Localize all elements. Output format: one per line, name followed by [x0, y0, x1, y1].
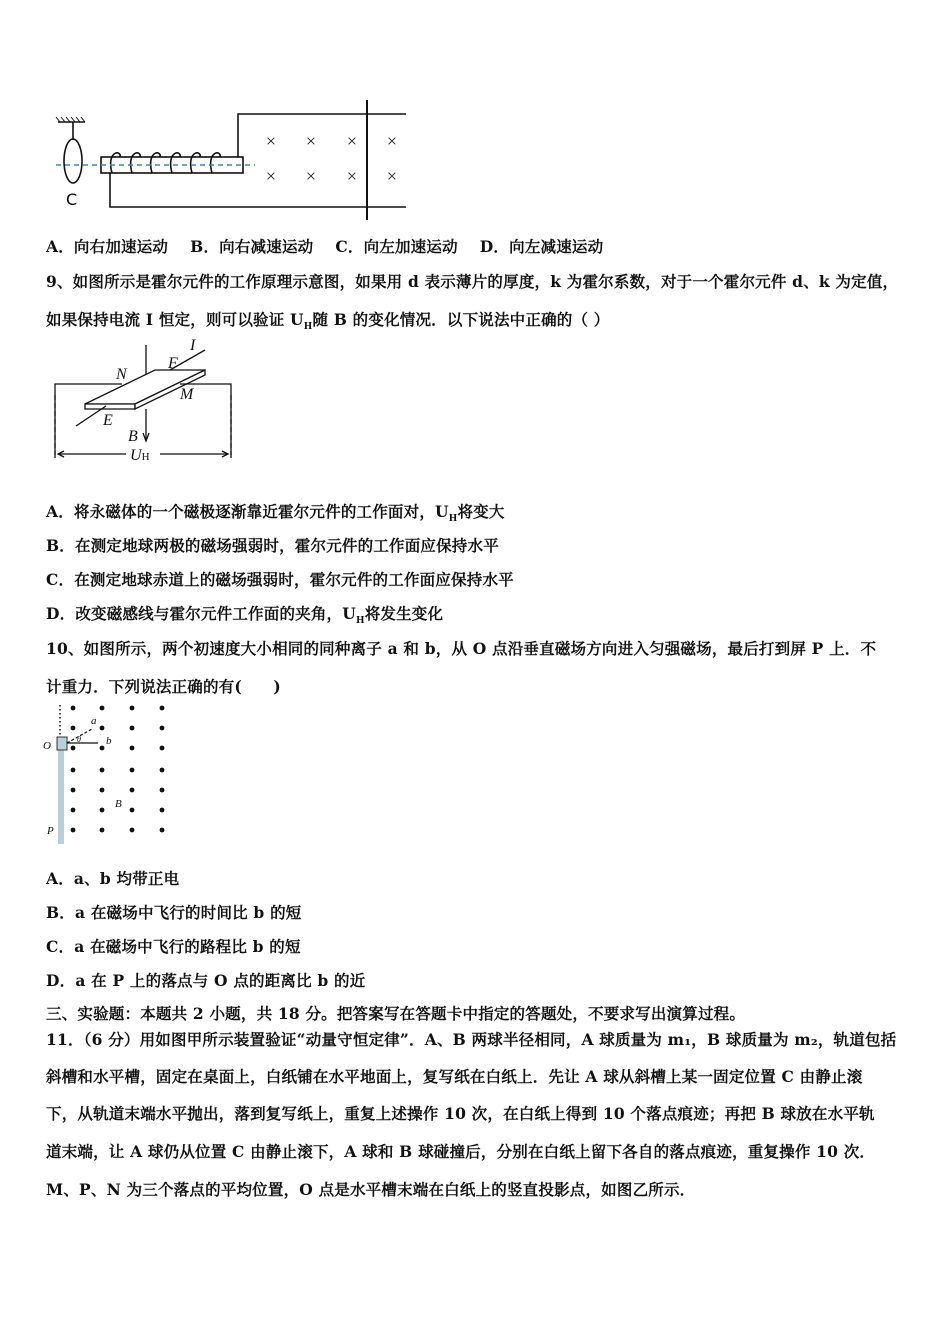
q9-option-a[interactable] — [46, 500, 505, 524]
field-dot — [71, 808, 76, 813]
option-text: A．将永磁体的一个磁极逐渐靠近霍尔元件的工作面对，U — [46, 502, 449, 521]
q9-stem-text: 如果保持电流 I 恒定，则可以验证 U — [46, 310, 304, 329]
option-text: 将变大 — [457, 502, 505, 521]
q11-line: M、P、N 为三个落点的平均位置，O 点是水平槽末端在白纸上的竖直投影点，如图乙所示． — [46, 1180, 696, 1199]
svg-text:×: × — [265, 166, 277, 186]
field-dot — [130, 726, 135, 731]
subscript: H — [303, 322, 313, 333]
field-dot — [160, 706, 165, 711]
field-dot — [130, 746, 135, 751]
label-uh: UH — [130, 447, 150, 464]
q11-line: 道末端，让 A 球仍从位置 C 由静止滚下，A 球和 B 球碰撞后，分别在白纸上留下各自的落点痕迹，重复操作 10 次． — [46, 1142, 876, 1161]
q8-option-a[interactable]: A．向右加速运动 — [46, 237, 169, 256]
option-text: B．在测定地球两极的磁场强弱时，霍尔元件的工作面应保持水平 — [46, 536, 499, 555]
q9-stem-line2 — [46, 308, 609, 332]
hall-element-figure — [40, 335, 260, 470]
q10-stem-line1: 10、如图所示，两个初速度大小相同的同种离子 a 和 b，从 O 点沿垂直磁场方向进入匀强磁场，最后打到屏 P 上．不 — [46, 639, 877, 658]
q11-line: 斜槽和水平槽，固定在桌面上，白纸铺在水平地面上，复写纸在白纸上．先让 A 球从斜槽上某一固定位置 C 由静止滚 — [46, 1067, 863, 1086]
q10-option-b[interactable]: B．a 在磁场中飞行的时间比 b 的短 — [46, 903, 302, 922]
svg-text:×: × — [346, 166, 358, 186]
field-dot — [71, 788, 76, 793]
subscript: H — [355, 616, 365, 627]
label-m: M — [180, 386, 194, 403]
field-dot — [100, 828, 105, 833]
field-dot — [160, 788, 165, 793]
q8-options — [46, 235, 625, 257]
label-b: B — [128, 428, 138, 445]
svg-text:×: × — [305, 166, 317, 186]
field-dots — [71, 706, 165, 833]
field-dot — [160, 808, 165, 813]
ring-label: C — [66, 190, 78, 209]
svg-text:×: × — [265, 131, 277, 151]
q8-option-d[interactable]: D．向左减速运动 — [479, 237, 604, 256]
screen-p — [58, 744, 64, 844]
metal-ring — [64, 139, 82, 183]
field-dot — [130, 808, 135, 813]
label-theta: θ — [77, 735, 81, 744]
field-dot — [100, 808, 105, 813]
label-n: N — [116, 366, 127, 383]
option-text: 将发生变化 — [364, 604, 444, 623]
q9-stem-text: 随 B 的变化情况．以下说法中正确的（ ） — [312, 310, 610, 329]
field-dot — [100, 788, 105, 793]
label-o: O — [43, 740, 51, 752]
q9-option-c[interactable] — [46, 568, 514, 590]
field-dot — [100, 746, 105, 751]
q10-stem-line2: 计重力．下列说法正确的有( ) — [46, 677, 281, 696]
q11-line: 下，从轨道末端水平抛出，落到复写纸上，重复上述操作 10 次，在白纸上得到 10 个落点痕迹；再把 B 球放在水平轨 — [46, 1104, 875, 1123]
field-dot — [160, 746, 165, 751]
field-dot — [100, 768, 105, 773]
option-text: D．改变磁感线与霍尔元件工作面的夹角，U — [46, 604, 356, 623]
q9-option-b[interactable] — [46, 534, 499, 556]
field-dot — [130, 768, 135, 773]
label-field-b: B — [115, 798, 122, 810]
q9-stem-line1: 9、如图所示是霍尔元件的工作原理示意图，如果用 d 表示薄片的厚度，k 为霍尔系数，对于一个霍尔元件 d、k 为定值， — [46, 272, 899, 291]
q10-option-a[interactable]: A．a、b 均带正电 — [46, 869, 180, 888]
q8-option-c[interactable]: C．向左加速运动 — [335, 237, 458, 256]
option-text: C．在测定地球赤道上的磁场强弱时，霍尔元件的工作面应保持水平 — [46, 570, 514, 589]
field-dot — [160, 768, 165, 773]
label-f: F — [168, 355, 178, 372]
label-e: E — [103, 412, 113, 429]
q10-option-c[interactable]: C．a 在磁场中飞行的路程比 b 的短 — [46, 937, 301, 956]
field-dot — [160, 828, 165, 833]
q8-option-b[interactable]: B．向右减速运动 — [190, 237, 314, 256]
field-dot — [71, 768, 76, 773]
q10-option-d[interactable]: D．a 在 P 上的落点与 O 点的距离比 b 的近 — [46, 971, 366, 990]
field-dot — [100, 706, 105, 711]
svg-text:×: × — [346, 131, 358, 151]
subscript: H — [448, 514, 458, 525]
field-dot — [71, 726, 76, 731]
field-dot — [130, 706, 135, 711]
solenoid-rail-figure — [40, 90, 420, 220]
svg-text:×: × — [305, 131, 317, 151]
field-dot — [71, 746, 76, 751]
field-dot — [130, 788, 135, 793]
label-p: P — [47, 825, 54, 837]
field-dot — [130, 828, 135, 833]
magnetic-field-ion-figure — [40, 700, 190, 845]
magnetic-field-crosses — [266, 131, 397, 186]
q11-line: 11．（6 分）用如图甲所示装置验证“动量守恒定律”．A、B 两球半径相同，A 球质量为 m₁，B 球质量为 m₂，轨道包括 — [46, 1030, 897, 1049]
q9-option-d[interactable] — [46, 602, 443, 626]
field-dot — [100, 726, 105, 731]
svg-text:×: × — [386, 131, 398, 151]
field-dot — [71, 828, 76, 833]
label-i: I — [190, 337, 196, 354]
field-dot — [160, 726, 165, 731]
label-a: a — [91, 715, 97, 727]
field-dot — [71, 706, 76, 711]
label-b: b — [106, 735, 112, 747]
section-3-heading: 三、实验题：本题共 2 小题，共 18 分。把答案写在答题卡中指定的答题处，不要求写出演算过程。 — [46, 1004, 746, 1023]
svg-text:×: × — [386, 166, 398, 186]
